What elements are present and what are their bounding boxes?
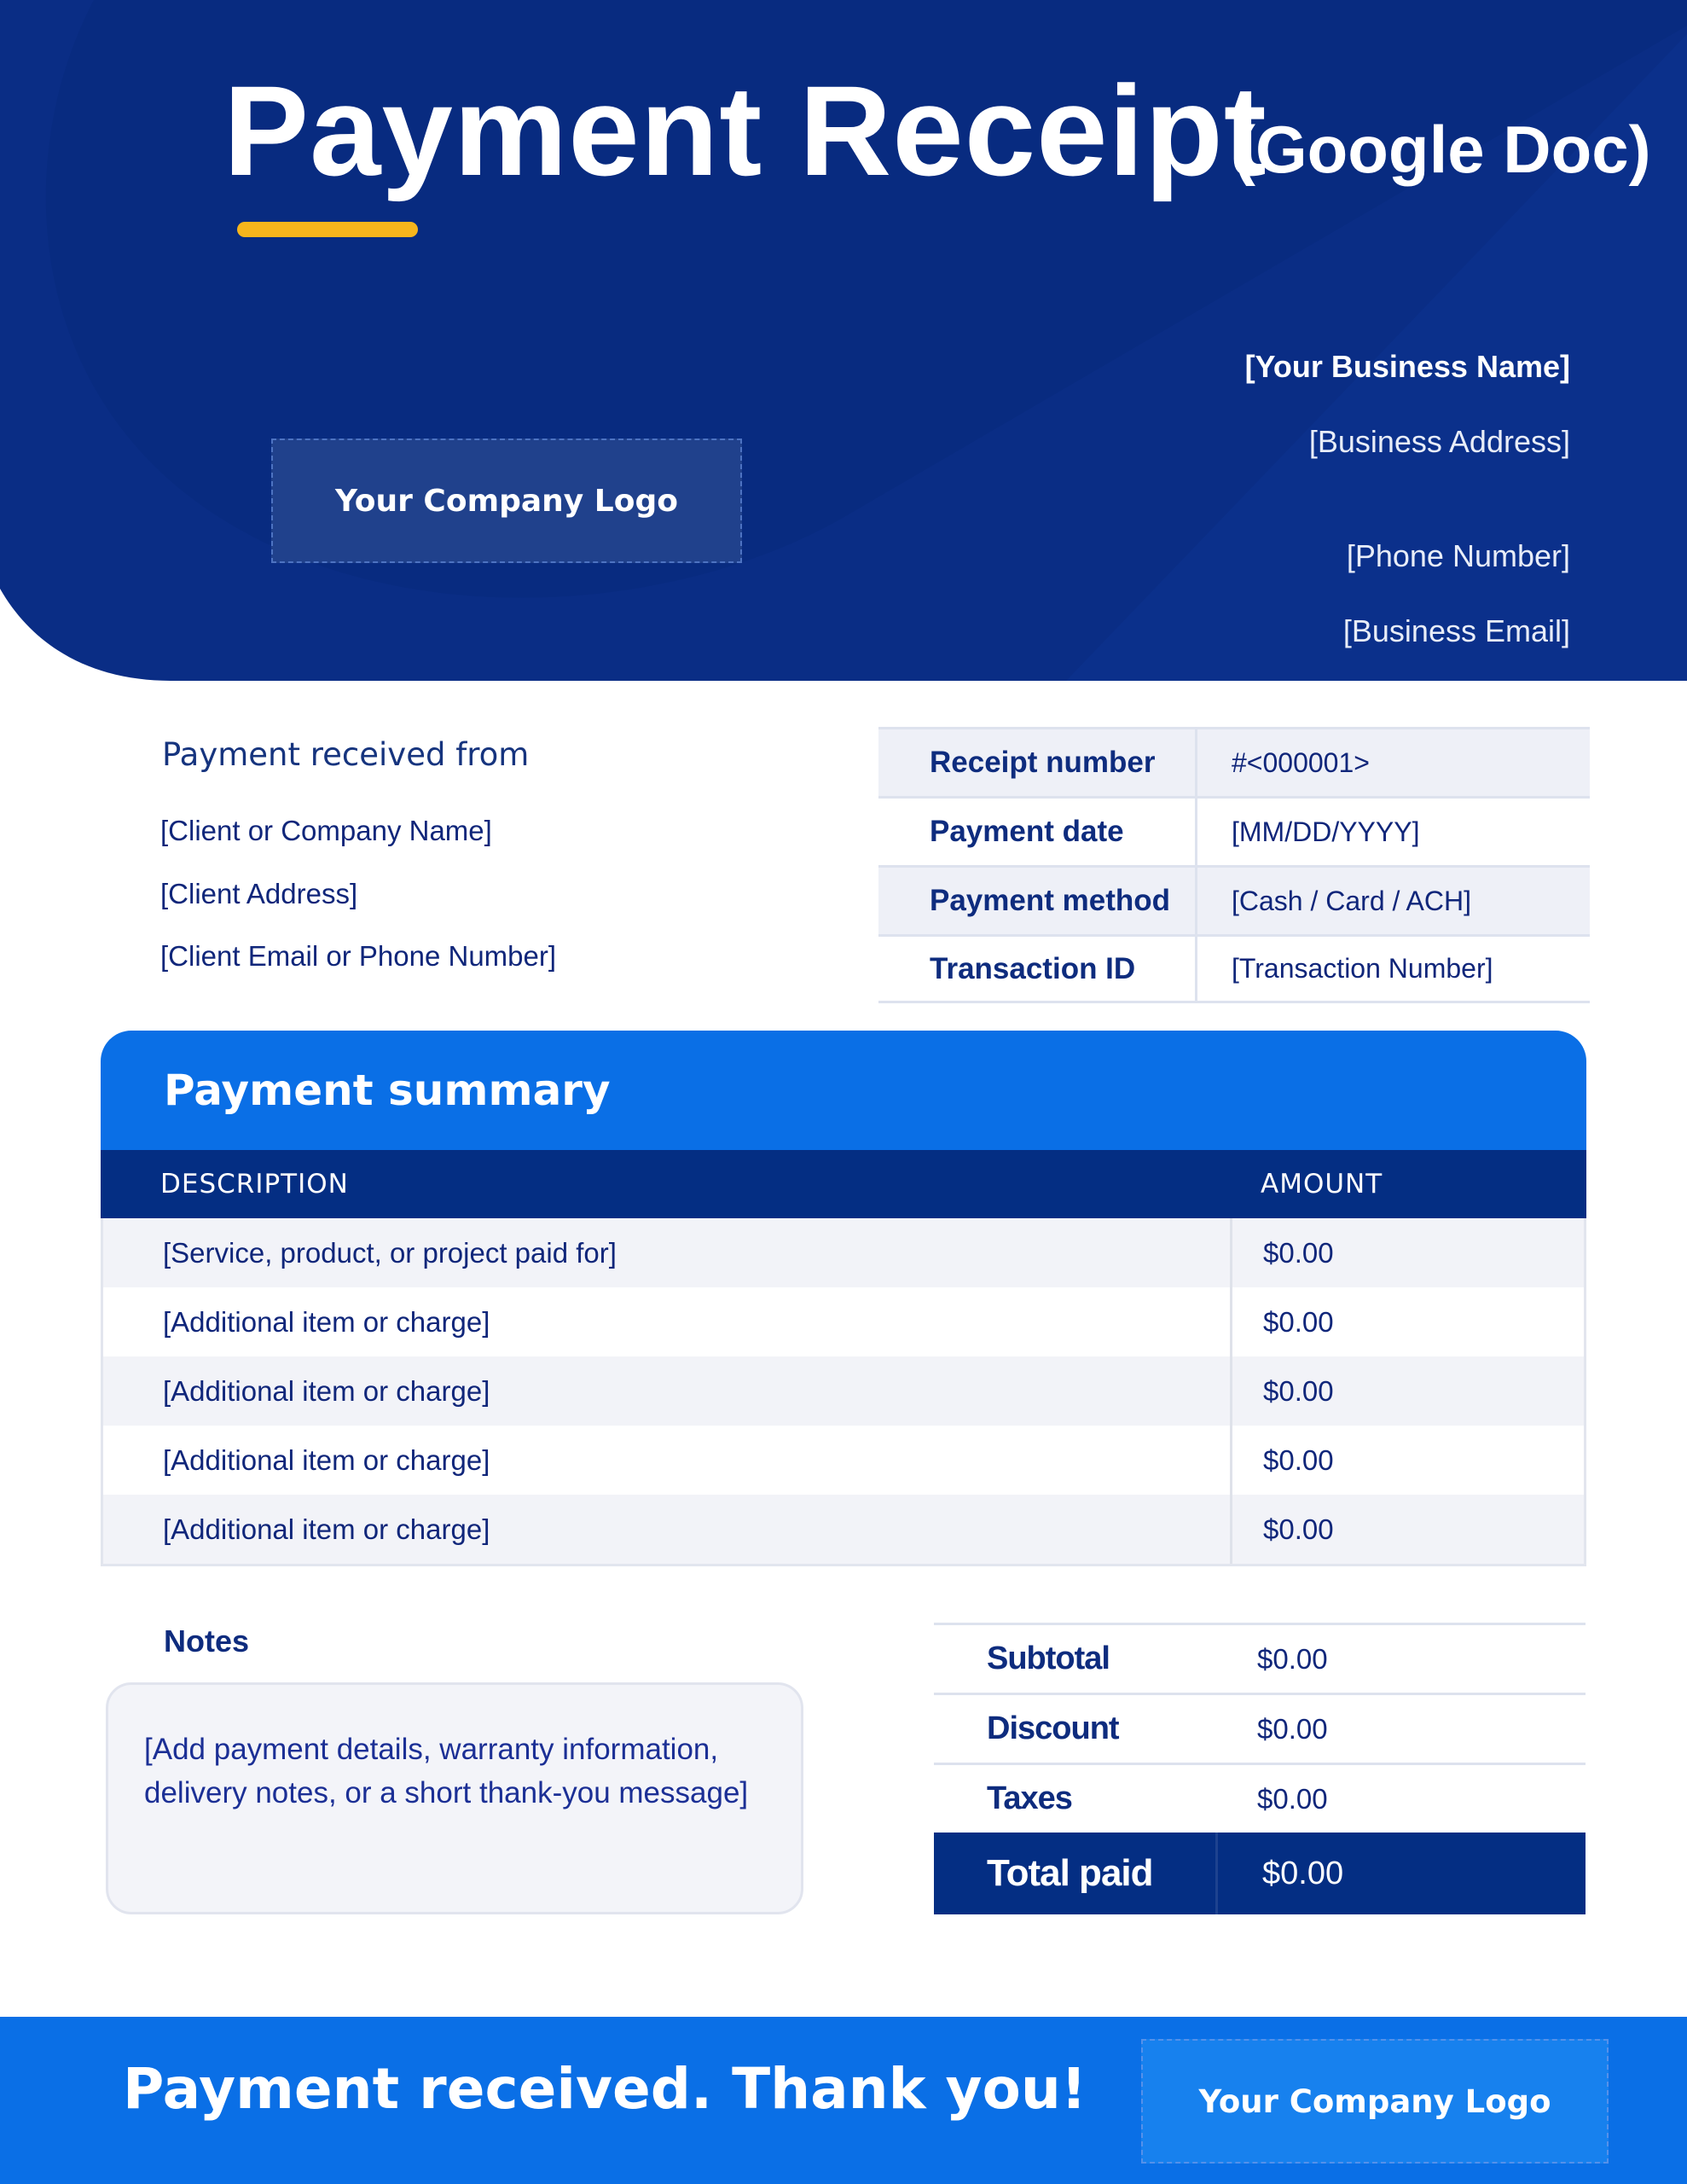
item-amount: $0.00 — [1263, 1374, 1334, 1407]
amount-column-header: AMOUNT — [1261, 1169, 1383, 1199]
subtotal-row — [934, 1623, 1586, 1693]
company-logo-label: Your Company Logo — [335, 483, 678, 519]
discount-row — [934, 1693, 1586, 1763]
payment-date-label: Payment date — [878, 799, 1197, 865]
receipt-number-value: #<000001> — [1232, 746, 1370, 778]
business-address: [Business Address] — [1308, 424, 1570, 459]
subtotal-label: Subtotal — [987, 1641, 1110, 1676]
business-phone: [Phone Number] — [1346, 538, 1570, 573]
table-row — [103, 1287, 1584, 1356]
item-description: [Additional item or charge] — [103, 1356, 1232, 1426]
received-from-heading: Payment received from — [162, 736, 530, 773]
discount-value: $0.00 — [1257, 1712, 1328, 1745]
item-amount: $0.00 — [1263, 1513, 1334, 1545]
totals-table — [934, 1623, 1586, 1914]
footer-thank-you: Payment received. Thank you! — [123, 2056, 1087, 2122]
payment-summary-header — [101, 1031, 1586, 1150]
item-amount: $0.00 — [1263, 1305, 1334, 1338]
receipt-number-label: Receipt number — [878, 729, 1197, 796]
page-subtitle: (Google Doc) — [1233, 112, 1651, 187]
title-underline-accent — [237, 222, 418, 237]
item-description: [Additional item or charge] — [103, 1287, 1232, 1356]
payment-method-label: Payment method — [878, 868, 1197, 934]
notes-box — [106, 1682, 803, 1914]
payment-summary-title: Payment summary — [164, 1066, 611, 1115]
payment-date-value: [MM/DD/YYYY] — [1232, 816, 1420, 847]
company-logo-placeholder — [271, 439, 742, 563]
taxes-label: Taxes — [987, 1780, 1072, 1816]
client-address: [Client Address] — [160, 878, 358, 909]
total-paid-row — [934, 1833, 1586, 1914]
table-row — [103, 1218, 1584, 1287]
payment-method-row — [878, 865, 1590, 934]
transaction-id-row — [878, 934, 1590, 1003]
header-banner — [0, 0, 1687, 682]
total-paid-label: Total paid — [934, 1833, 1218, 1914]
taxes-value: $0.00 — [1257, 1782, 1328, 1815]
payment-method-value: [Cash / Card / ACH] — [1232, 885, 1471, 916]
payment-date-row — [878, 796, 1590, 865]
table-row — [103, 1426, 1584, 1495]
page-title: Payment Receipt — [223, 59, 1267, 202]
description-column-header: DESCRIPTION — [160, 1169, 349, 1199]
business-name: [Your Business Name] — [1244, 349, 1570, 384]
notes-title: Notes — [164, 1623, 250, 1658]
transaction-id-label: Transaction ID — [878, 937, 1197, 1001]
footer-banner — [0, 2017, 1687, 2184]
item-amount: $0.00 — [1263, 1236, 1334, 1269]
payment-summary-section — [101, 1031, 1586, 1566]
item-amount: $0.00 — [1263, 1443, 1334, 1476]
item-description: [Additional item or charge] — [103, 1495, 1232, 1564]
item-description: [Additional item or charge] — [103, 1426, 1232, 1495]
summary-items — [101, 1218, 1586, 1566]
footer-logo-placeholder — [1141, 2039, 1609, 2164]
client-contact: [Client Email or Phone Number] — [160, 940, 557, 972]
table-row — [103, 1495, 1584, 1564]
business-email: [Business Email] — [1342, 613, 1570, 648]
subtotal-value: $0.00 — [1257, 1642, 1328, 1675]
notes-text: [Add payment details, warranty information, delivery notes, or a short thank-you message] — [144, 1733, 749, 1809]
taxes-row — [934, 1763, 1586, 1833]
total-paid-value: $0.00 — [1262, 1855, 1344, 1891]
receipt-number-row — [878, 727, 1590, 796]
discount-label: Discount — [987, 1711, 1119, 1746]
summary-column-headers — [101, 1150, 1586, 1218]
receipt-info-table — [878, 727, 1590, 1003]
transaction-id-value: [Transaction Number] — [1232, 953, 1493, 984]
table-row — [103, 1356, 1584, 1426]
item-description: [Service, product, or project paid for] — [103, 1218, 1232, 1287]
client-name: [Client or Company Name] — [160, 815, 492, 846]
footer-logo-label: Your Company Logo — [1198, 2082, 1551, 2120]
